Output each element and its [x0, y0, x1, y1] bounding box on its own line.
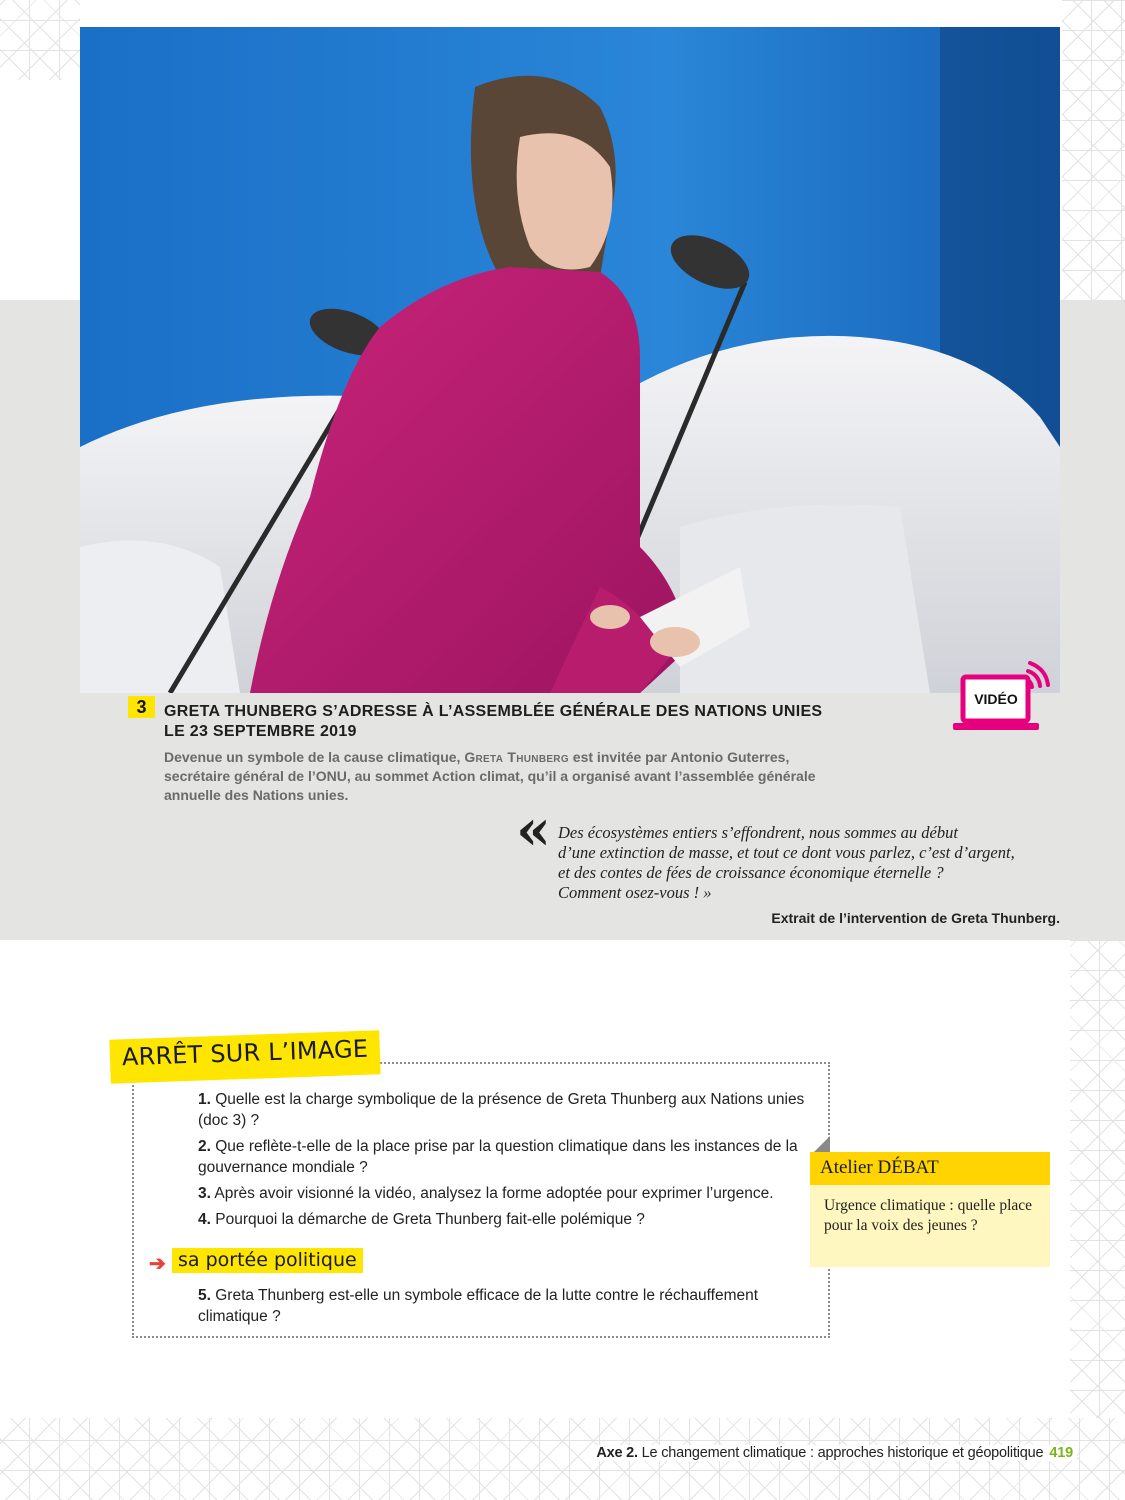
- question-text: Quelle est la charge symbolique de la présence de Greta Thunberg aux Nations unies (doc 3) ?: [198, 1091, 805, 1129]
- question-text: Pourquoi la démarche de Greta Thunberg fait-elle polémique ?: [210, 1211, 645, 1228]
- video-label: VIDÉO: [974, 691, 1018, 707]
- document-number-badge: 3: [128, 696, 155, 718]
- arrow-right-icon: ➔: [149, 1253, 166, 1275]
- question-4: [198, 1209, 818, 1230]
- question-number: 5.: [198, 1287, 211, 1304]
- caption-name: Greta Thunberg: [464, 749, 569, 765]
- page-footer: [592, 1445, 1077, 1461]
- atelier-debat-title: Atelier DÉBAT: [810, 1152, 1050, 1185]
- decorative-pattern-right-bottom: [1070, 940, 1125, 1420]
- atelier-debat-text: Urgence climatique : quelle place pour la voix des jeunes ?: [810, 1185, 1050, 1267]
- quote-line2: d’une extinction de masse, et tout ce dont vous parlez, c’est d’argent,: [558, 843, 1015, 862]
- quote-open-mark: «: [516, 797, 551, 863]
- quote-text: [558, 823, 1058, 903]
- question-1: [198, 1089, 818, 1131]
- quote-source: Extrait de l’intervention de Greta Thunberg.: [771, 910, 1060, 926]
- question-5: [198, 1285, 818, 1327]
- footer-axe: Axe 2.: [596, 1445, 638, 1461]
- quote-line3: et des contes de fées de croissance économique éternelle ?: [558, 863, 944, 882]
- page-number: 419: [1049, 1445, 1073, 1461]
- caption-part1: Devenue un symbole de la cause climatique,: [164, 749, 465, 765]
- greta-thunberg-photo: [80, 27, 1060, 693]
- question-3: [198, 1183, 818, 1204]
- question-2: [198, 1136, 818, 1178]
- document-caption: [164, 748, 844, 805]
- question-text: Après avoir visionné la vidéo, analysez la forme adoptée pour exprimer l’urgence.: [210, 1185, 774, 1202]
- caption-part2: est invitée par Antonio Guterres, secrétaire général de l’ONU, au sommet Action climat, qu’il a organisé avant l’assemblée générale annuelle des Nations unies.: [164, 749, 816, 803]
- atelier-fold-corner-icon: [812, 1134, 832, 1154]
- footer-text: Le changement climatique : approches historique et géopolitique: [637, 1445, 1044, 1461]
- document-title-line1: GRETA THUNBERG S’ADRESSE À L’ASSEMBLÉE GÉNÉRALE DES NATIONS UNIES: [164, 703, 823, 720]
- question-number: 2.: [198, 1138, 211, 1155]
- question-number: 3.: [198, 1185, 211, 1202]
- decorative-pattern-right-top: [1062, 0, 1125, 300]
- quote-line4: Comment osez-vous ! »: [558, 883, 712, 902]
- question-number: 1.: [198, 1091, 211, 1108]
- document-title-line2: LE 23 SEPTEMBRE 2019: [164, 723, 357, 740]
- question-text: Que reflète-t-elle de la place prise par la question climatique dans les instances de la gouvernance mondiale ?: [198, 1138, 798, 1176]
- subheading-portee-politique: sa portée politique: [172, 1248, 363, 1273]
- question-text: Greta Thunberg est-elle un symbole efficace de la lutte contre le réchauffement climatique ?: [198, 1287, 759, 1325]
- arret-sur-image-title: ARRÊT SUR L’IMAGE: [109, 1030, 381, 1083]
- quote-line1: Des écosystèmes entiers s’effondrent, nous sommes au début: [558, 823, 958, 842]
- decorative-pattern-top-left: [0, 0, 80, 80]
- question-number: 4.: [198, 1211, 211, 1228]
- document-title: [164, 702, 864, 742]
